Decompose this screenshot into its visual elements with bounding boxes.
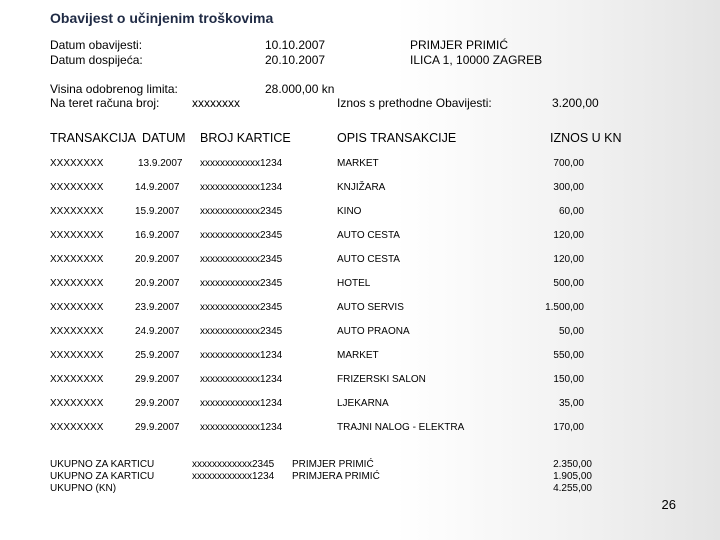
totals-cards bbox=[192, 459, 274, 483]
table-row bbox=[0, 182, 720, 198]
totals-amounts bbox=[530, 459, 592, 495]
table-row bbox=[0, 230, 720, 246]
total-label-card-2: UKUPNO ZA KARTICU bbox=[50, 471, 155, 482]
card-number-cell: xxxxxxxxxxxx1234 bbox=[200, 182, 283, 193]
description-cell: MARKET bbox=[337, 350, 379, 361]
total-amount-kn: 4.255,00 bbox=[553, 483, 592, 494]
total-card-1: xxxxxxxxxxxx2345 bbox=[192, 459, 275, 470]
total-holder-1: PRIMJER PRIMIĆ bbox=[292, 459, 374, 470]
amount-cell: 35,00 bbox=[558, 398, 584, 409]
table-row bbox=[0, 398, 720, 414]
page-title: Obavijest o učinjenim troškovima bbox=[50, 10, 274, 26]
datum-obavijesti-value: 10.10.2007 bbox=[265, 38, 326, 52]
transaction-id-cell: XXXXXXXX bbox=[50, 422, 104, 433]
transaction-id-cell: XXXXXXXX bbox=[50, 374, 104, 385]
table-row bbox=[0, 254, 720, 270]
limit-value: 28.000,00 kn bbox=[265, 82, 335, 96]
transaction-id-cell: XXXXXXXX bbox=[50, 254, 104, 265]
amount-cell: 120,00 bbox=[553, 230, 584, 241]
total-label-card-1: UKUPNO ZA KARTICU bbox=[50, 459, 155, 470]
transaction-date-cell: 25.9.2007 bbox=[135, 350, 180, 361]
amount-cell: 120,00 bbox=[553, 254, 584, 265]
amount-cell: 60,00 bbox=[558, 206, 584, 217]
transaction-date-cell: 20.9.2007 bbox=[135, 278, 180, 289]
description-cell: KNJIŽARA bbox=[337, 182, 386, 193]
datum-dospijeca-value: 20.10.2007 bbox=[265, 53, 326, 67]
description-cell: AUTO PRAONA bbox=[337, 326, 410, 337]
description-cell: AUTO CESTA bbox=[337, 230, 400, 241]
table-row bbox=[0, 374, 720, 390]
transaction-id-cell: XXXXXXXX bbox=[50, 398, 104, 409]
amount-cell: 700,00 bbox=[553, 158, 584, 169]
transaction-date-cell: 14.9.2007 bbox=[135, 182, 180, 193]
previous-balance-value: 3.200,00 bbox=[552, 96, 599, 110]
total-label-kn: UKUPNO (KN) bbox=[50, 483, 117, 494]
transaction-date-cell: 15.9.2007 bbox=[135, 206, 180, 217]
column-header-transakcija: TRANSAKCIJA bbox=[50, 131, 137, 145]
total-amount-card-2: 1.905,00 bbox=[553, 471, 592, 482]
amount-cell: 1.500,00 bbox=[545, 302, 584, 313]
description-cell: LJEKARNA bbox=[337, 398, 389, 409]
total-card-2: xxxxxxxxxxxx1234 bbox=[192, 471, 275, 482]
description-cell: AUTO SERVIS bbox=[337, 302, 404, 313]
transaction-id-cell: XXXXXXXX bbox=[50, 278, 104, 289]
transaction-id-cell: XXXXXXXX bbox=[50, 350, 104, 361]
transaction-date-cell: 24.9.2007 bbox=[135, 326, 180, 337]
account-label: Na teret računa broj: bbox=[50, 96, 160, 110]
total-holder-2: PRIMJERA PRIMIĆ bbox=[292, 471, 380, 482]
transaction-id-cell: XXXXXXXX bbox=[50, 326, 104, 337]
description-cell: MARKET bbox=[337, 158, 379, 169]
total-amount-card-1: 2.350,00 bbox=[553, 459, 592, 470]
amount-cell: 50,00 bbox=[558, 326, 584, 337]
transaction-id-cell: XXXXXXXX bbox=[50, 182, 104, 193]
column-header-datum: DATUM bbox=[142, 131, 186, 145]
table-row bbox=[0, 302, 720, 318]
description-cell: TRAJNI NALOG - ELEKTRA bbox=[337, 422, 465, 433]
card-number-cell: xxxxxxxxxxxx2345 bbox=[200, 254, 283, 265]
card-number-cell: xxxxxxxxxxxx2345 bbox=[200, 302, 283, 313]
table-row bbox=[0, 422, 720, 438]
card-number-cell: xxxxxxxxxxxx1234 bbox=[200, 422, 283, 433]
transaction-date-cell: 13.9.2007 bbox=[138, 158, 183, 169]
table-row bbox=[0, 350, 720, 366]
table-row bbox=[0, 206, 720, 222]
description-cell: HOTEL bbox=[337, 278, 371, 289]
card-number-cell: xxxxxxxxxxxx2345 bbox=[200, 278, 283, 289]
column-header-opis: OPIS TRANSAKCIJE bbox=[337, 131, 457, 145]
column-header-iznos: IZNOS U KN bbox=[550, 131, 622, 145]
transaction-id-cell: XXXXXXXX bbox=[50, 206, 104, 217]
amount-cell: 170,00 bbox=[553, 422, 584, 433]
description-cell: FRIZERSKI SALON bbox=[337, 374, 426, 385]
amount-cell: 550,00 bbox=[553, 350, 584, 361]
card-number-cell: xxxxxxxxxxxx1234 bbox=[200, 374, 283, 385]
transaction-date-cell: 29.9.2007 bbox=[135, 422, 180, 433]
transaction-id-cell: XXXXXXXX bbox=[50, 302, 104, 313]
page-number: 26 bbox=[661, 497, 676, 512]
column-header-broj-kartice: BROJ KARTICE bbox=[200, 131, 291, 145]
datum-obavijesti-label: Datum obavijesti: bbox=[50, 38, 143, 52]
card-number-cell: xxxxxxxxxxxx2345 bbox=[200, 206, 283, 217]
transaction-date-cell: 23.9.2007 bbox=[135, 302, 180, 313]
table-row bbox=[0, 278, 720, 294]
amount-cell: 300,00 bbox=[553, 182, 584, 193]
totals-labels bbox=[50, 459, 154, 495]
description-cell: KINO bbox=[337, 206, 362, 217]
customer-name: PRIMJER PRIMIĆ bbox=[410, 38, 509, 52]
transaction-date-cell: 29.9.2007 bbox=[135, 374, 180, 385]
transaction-id-cell: XXXXXXXX bbox=[50, 158, 104, 169]
account-value: xxxxxxxx bbox=[192, 96, 240, 110]
table-row bbox=[0, 326, 720, 342]
transaction-date-cell: 29.9.2007 bbox=[135, 398, 180, 409]
amount-cell: 150,00 bbox=[553, 374, 584, 385]
card-number-cell: xxxxxxxxxxxx1234 bbox=[200, 158, 283, 169]
table-row bbox=[0, 158, 720, 174]
totals-holders bbox=[292, 459, 380, 483]
description-cell: AUTO CESTA bbox=[337, 254, 400, 265]
transaction-date-cell: 20.9.2007 bbox=[135, 254, 180, 265]
amount-cell: 500,00 bbox=[553, 278, 584, 289]
transaction-date-cell: 16.9.2007 bbox=[135, 230, 180, 241]
datum-dospijeca-label: Datum dospijeća: bbox=[50, 53, 143, 67]
card-number-cell: xxxxxxxxxxxx1234 bbox=[200, 398, 283, 409]
card-number-cell: xxxxxxxxxxxx1234 bbox=[200, 350, 283, 361]
customer-address: ILICA 1, 10000 ZAGREB bbox=[410, 53, 543, 67]
limit-label: Visina odobrenog limita: bbox=[50, 82, 178, 96]
card-number-cell: xxxxxxxxxxxx2345 bbox=[200, 326, 283, 337]
transaction-id-cell: XXXXXXXX bbox=[50, 230, 104, 241]
card-number-cell: xxxxxxxxxxxx2345 bbox=[200, 230, 283, 241]
previous-balance-label: Iznos s prethodne Obavijesti: bbox=[337, 96, 492, 110]
